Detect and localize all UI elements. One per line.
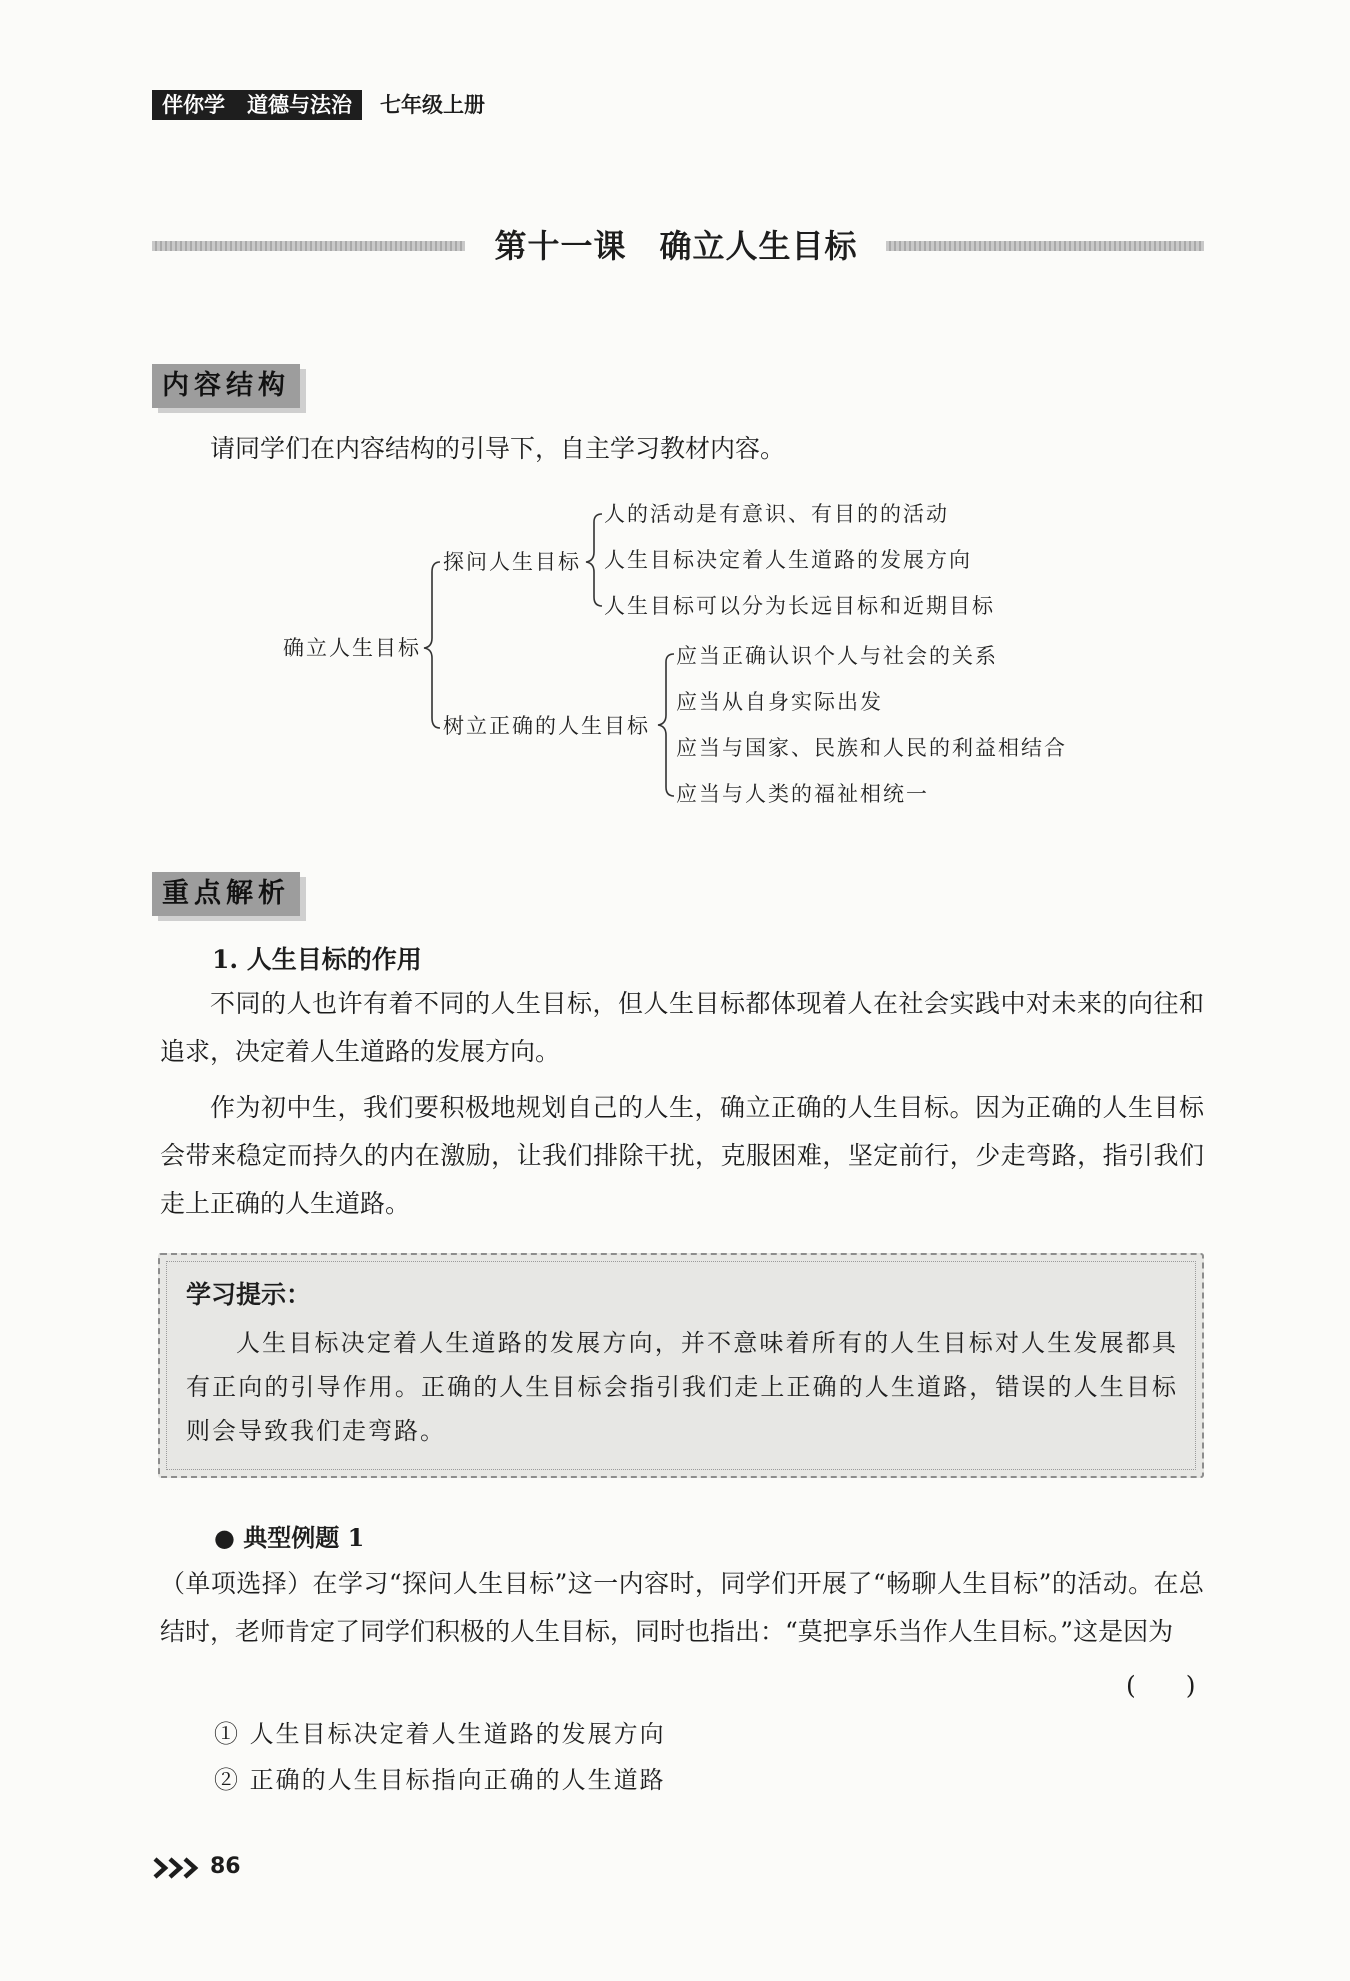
section-badge-content-structure: 内容结构 <box>152 364 300 408</box>
example-heading: ● 典型例题 1 <box>214 1523 365 1552</box>
root-brace <box>424 562 440 728</box>
example-question: （单项选择）在学习“探问人生目标”这一内容时，同学们开展了“畅聊人生目标”的活动。在总结时，老师肯定了同学们积极的人生目标，同时也指出：“莫把享乐当作人生目标。”这是因为 <box>160 1569 1204 1646</box>
structure-item: 人生目标决定着人生道路的发展方向 <box>604 548 972 572</box>
example-option: ① 人生目标决定着人生道路的发展方向 <box>214 1720 666 1748</box>
example-option: ② 正确的人生目标指向正确的人生道路 <box>214 1766 666 1794</box>
structure-branch-2: 树立正确的人生目标 <box>443 714 650 738</box>
structure-item: 人生目标可以分为长远目标和近期目标 <box>604 594 995 618</box>
structure-item: 应当正确认识个人与社会的关系 <box>676 644 998 668</box>
study-tip-box <box>158 1253 1204 1478</box>
tip-text: 人生目标决定着人生道路的发展方向，并不意味着所有的人生目标对人生发展都具有正向的引导作用。正确的人生目标会指引我们走上正确的人生道路，错误的人生目标则会导致我们走弯路。 <box>186 1329 1178 1445</box>
triple-chevron-right-icon <box>152 1856 206 1880</box>
analysis-paragraph: 作为初中生，我们要积极地规划自己的人生，确立正确的人生目标。因为正确的人生目标会带来稳定而持久的内在激励，让我们排除干扰，克服困难，坚定前行，少走弯路，指引我们走上正确的人生道路。 <box>160 1093 1204 1218</box>
structure-intro: 请同学们在内容结构的引导下，自主学习教材内容。 <box>210 434 786 463</box>
analysis-paragraph: 不同的人也许有着不同的人生目标，但人生目标都体现着人在社会实践中对未来的向往和追求，决定着人生道路的发展方向。 <box>160 989 1204 1066</box>
analysis-subheading: 1. 人生目标的作用 <box>212 945 422 974</box>
branch-2-brace <box>658 654 674 796</box>
lesson-title: 第十一课 确立人生目标 <box>494 227 858 265</box>
structure-root: 确立人生目标 <box>283 636 421 660</box>
section-badge-key-analysis: 重点解析 <box>152 872 300 916</box>
header-series: 伴你学 <box>162 93 225 117</box>
tip-title: 学习提示： <box>186 1280 312 1309</box>
branch-1-brace <box>586 514 602 606</box>
header-grade: 七年级上册 <box>380 92 485 117</box>
structure-branch-1: 探问人生目标 <box>443 550 581 574</box>
structure-item: 人的活动是有意识、有目的的活动 <box>604 502 949 526</box>
page-number: 86 <box>210 1854 241 1879</box>
header-subject: 道德与法治 <box>247 93 352 117</box>
structure-item: 应当与人类的福祉相统一 <box>676 782 929 806</box>
structure-item: 应当从自身实际出发 <box>676 690 883 714</box>
structure-item: 应当与国家、民族和人民的利益相结合 <box>676 736 1067 760</box>
answer-blank: ( ) <box>1126 1671 1196 1700</box>
